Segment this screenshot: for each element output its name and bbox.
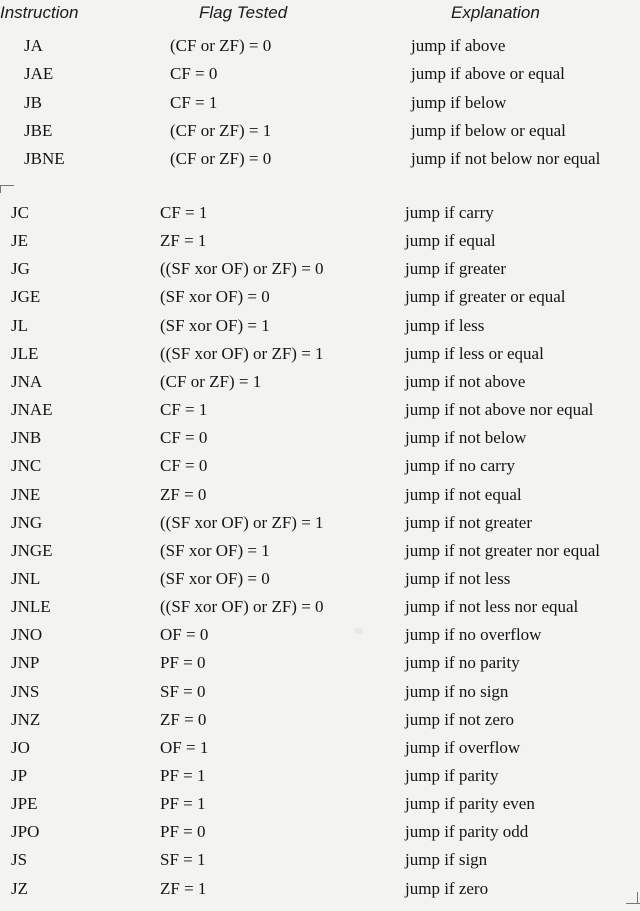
flag-tested-cell: (SF xor OF) = 1	[160, 540, 270, 560]
explanation-cell: jump if not greater	[405, 512, 532, 532]
table-row	[0, 229, 640, 253]
table-row	[0, 511, 640, 535]
instruction-cell: JG	[11, 259, 30, 279]
explanation-cell: jump if not below nor equal	[411, 149, 601, 169]
instruction-cell: JP	[11, 766, 28, 785]
flag-tested-cell: ZF = 1	[160, 231, 207, 251]
explanation-cell: jump if not zero	[405, 709, 515, 729]
header-explanation: Explanation	[451, 3, 540, 22]
table-row	[0, 314, 640, 338]
instruction-cell: JNB	[11, 428, 42, 448]
instruction-cell: JNA	[11, 371, 43, 391]
flag-tested-cell: (SF xor OF) = 0	[160, 287, 270, 307]
instruction-cell: JBNE	[24, 149, 65, 169]
explanation-cell: jump if above	[411, 36, 506, 55]
table-row	[0, 877, 640, 901]
explanation-cell: jump if less	[405, 315, 485, 335]
header-instruction: Instruction	[0, 3, 79, 22]
explanation-cell: jump if no parity	[405, 653, 520, 673]
flag-tested-cell: ((SF xor OF) or ZF) = 0	[160, 259, 324, 279]
instruction-cell: JNP	[11, 653, 40, 673]
flag-tested-cell: (SF xor OF) = 1	[160, 315, 270, 335]
instruction-cell: JGE	[11, 287, 41, 307]
explanation-cell: jump if greater or equal	[405, 287, 566, 307]
flag-tested-cell: PF = 1	[160, 766, 206, 785]
explanation-cell: jump if no overflow	[405, 625, 542, 645]
flag-tested-cell: SF = 0	[160, 681, 206, 701]
instruction-cell: JE	[11, 231, 28, 251]
flag-tested-cell: ZF = 0	[160, 484, 207, 504]
explanation-cell: jump if no carry	[405, 456, 515, 476]
flag-tested-cell: PF = 0	[160, 653, 206, 673]
table-row	[0, 147, 640, 171]
explanation-cell: jump if below or equal	[411, 120, 566, 140]
table-row	[0, 119, 640, 143]
flag-tested-cell: (CF or ZF) = 0	[170, 149, 272, 169]
explanation-cell: jump if less or equal	[405, 343, 544, 363]
table-row	[0, 454, 640, 478]
crop-mark-bottom-right-vertical	[637, 892, 638, 904]
instruction-cell: JNLE	[11, 597, 51, 617]
explanation-cell: jump if above or equal	[411, 64, 565, 84]
explanation-cell: jump if carry	[405, 203, 494, 222]
explanation-cell: jump if parity even	[405, 794, 535, 814]
flag-tested-cell: OF = 0	[160, 625, 209, 645]
instruction-cell: JS	[11, 850, 28, 870]
flag-tested-cell: CF = 0	[160, 456, 208, 476]
instruction-cell: JL	[11, 315, 28, 335]
crop-mark-top-left-vertical	[0, 185, 1, 193]
table-row	[0, 398, 640, 422]
instruction-cell: JNE	[11, 484, 41, 504]
explanation-cell: jump if parity odd	[405, 822, 529, 842]
instruction-cell: JBE	[24, 120, 53, 140]
table-row	[0, 539, 640, 563]
table-row	[0, 62, 640, 86]
table-row	[0, 483, 640, 507]
instruction-cell: JPO	[11, 822, 40, 842]
instruction-cell: JAE	[24, 64, 54, 84]
flag-tested-cell: CF = 0	[170, 64, 218, 84]
instruction-cell: JLE	[11, 343, 39, 363]
flag-tested-cell: (CF or ZF) = 1	[170, 120, 272, 140]
explanation-cell: jump if not less nor equal	[405, 597, 579, 617]
instruction-cell: JNAE	[11, 400, 53, 420]
flag-tested-cell: PF = 1	[160, 794, 206, 814]
instruction-cell: JO	[11, 737, 30, 757]
instruction-cell: JPE	[11, 794, 38, 814]
table-row	[0, 426, 640, 450]
explanation-cell: jump if not less	[405, 568, 511, 588]
table-row	[0, 370, 640, 394]
table-row	[0, 764, 640, 788]
explanation-cell: jump if not below	[405, 428, 527, 448]
instruction-cell: JNGE	[11, 540, 53, 560]
flag-tested-cell: (CF or ZF) = 0	[170, 36, 272, 55]
flag-tested-cell: SF = 1	[160, 850, 206, 870]
table-row	[0, 820, 640, 844]
instruction-cell: JNC	[11, 456, 42, 476]
table-row	[0, 257, 640, 281]
flag-tested-cell: CF = 1	[170, 92, 218, 112]
table-row	[0, 792, 640, 816]
explanation-cell: jump if not equal	[405, 484, 522, 504]
flag-tested-cell: ZF = 1	[160, 878, 207, 898]
table-row	[0, 567, 640, 591]
flag-tested-cell: (SF xor OF) = 0	[160, 568, 270, 588]
explanation-cell: jump if zero	[405, 878, 489, 898]
table-row	[0, 848, 640, 872]
instruction-cell: JNL	[11, 568, 41, 588]
flag-tested-cell: CF = 1	[160, 400, 208, 420]
table-row	[0, 342, 640, 366]
flag-tested-cell: CF = 1	[160, 203, 208, 222]
table-row	[0, 680, 640, 704]
explanation-cell: jump if not above nor equal	[405, 400, 594, 420]
flag-tested-cell: PF = 0	[160, 822, 206, 842]
table-row	[0, 708, 640, 732]
instruction-cell: JZ	[11, 878, 28, 898]
explanation-cell: jump if not greater nor equal	[405, 540, 600, 560]
explanation-cell: jump if overflow	[405, 737, 521, 757]
scan-smudge	[355, 628, 363, 634]
header-flag-tested: Flag Tested	[199, 3, 288, 22]
explanation-cell: jump if greater	[405, 259, 507, 279]
explanation-cell: jump if parity	[405, 766, 499, 785]
table-row	[0, 34, 640, 58]
instruction-cell: JNZ	[11, 709, 41, 729]
flag-tested-cell: ZF = 0	[160, 709, 207, 729]
table-row	[0, 285, 640, 309]
explanation-cell: jump if not above	[405, 371, 526, 391]
instruction-cell: JNO	[11, 625, 43, 645]
flag-tested-cell: ((SF xor OF) or ZF) = 0	[160, 597, 324, 617]
flag-tested-cell: (CF or ZF) = 1	[160, 371, 262, 391]
instruction-cell: JB	[24, 92, 42, 112]
explanation-cell: jump if below	[411, 92, 507, 112]
crop-mark-top-left	[0, 185, 14, 186]
flag-tested-cell: CF = 0	[160, 428, 208, 448]
instruction-cell: JNS	[11, 681, 40, 701]
instruction-cell: JNG	[11, 512, 43, 532]
table-row	[0, 201, 640, 225]
table-row	[0, 651, 640, 675]
table-row	[0, 91, 640, 115]
instruction-cell: JC	[11, 203, 29, 222]
explanation-cell: jump if no sign	[405, 681, 509, 701]
flag-tested-cell: ((SF xor OF) or ZF) = 1	[160, 512, 324, 532]
explanation-cell: jump if sign	[405, 850, 488, 870]
table-row	[0, 623, 640, 647]
table-row	[0, 736, 640, 760]
flag-tested-cell: OF = 1	[160, 737, 209, 757]
explanation-cell: jump if equal	[405, 231, 496, 251]
flag-tested-cell: ((SF xor OF) or ZF) = 1	[160, 343, 324, 363]
instruction-cell: JA	[24, 36, 43, 55]
table-row	[0, 595, 640, 619]
